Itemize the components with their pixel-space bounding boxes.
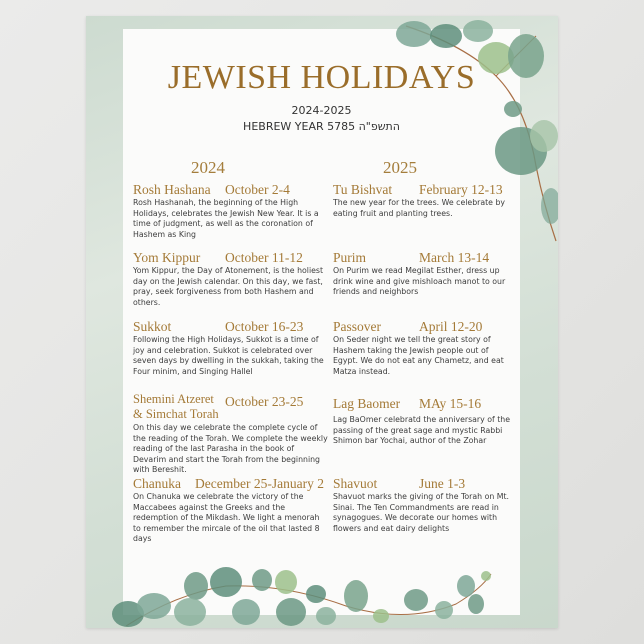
holiday-date: October 23-25: [225, 394, 304, 409]
holiday-entry: [133, 476, 328, 545]
hebrew-year: HEBREW YEAR 5785 התשפ"ה: [243, 120, 400, 133]
holiday-entry: [133, 182, 328, 240]
holiday-name: Passover: [333, 319, 381, 334]
holiday-name: Yom Kippur: [133, 250, 201, 265]
holiday-date: October 16-23: [225, 319, 304, 334]
holiday-date: MAy 15-16: [419, 396, 482, 411]
holiday-name: Rosh Hashana: [133, 182, 211, 197]
holiday-description: Following the High Holidays, Sukkot is a time of joy and celebration. Sukkot is celebrated over seven days by dwelling in the sukkah, taking the Four minim, and Singing Hallel: [133, 335, 324, 376]
holiday-name: Tu Bishvat: [333, 182, 393, 197]
holiday-description: Yom Kippur, the Day of Atonement, is the holiest day on the Jewish calendar. On this day, we fast, pray, seek forgiveness from both Hashem and others.: [133, 266, 324, 307]
holiday-date: October 2-4: [225, 182, 290, 197]
holiday-description: The new year for the trees. We celebrate by eating fruit and planting trees.: [333, 198, 506, 218]
holiday-date: December 25-January 2: [195, 476, 324, 491]
holiday-description: On Purim we read Megilat Esther, dress up drink wine and give mishloach manot to our friends and neighbors: [333, 266, 506, 297]
column-year: 2025: [383, 158, 417, 177]
holiday-date: October 11-12: [225, 250, 303, 265]
holiday-description: On Chanuka we celebrate the victory of the Maccabees against the Greeks and the redemption of the Mikdash. We light a menorah to remember the mircale of the oil that lasted 8 days: [133, 492, 320, 544]
holiday-date: April 12-20: [419, 319, 483, 334]
holiday-name: Lag Baomer: [333, 396, 401, 411]
page-title: JEWISH HOLIDAYS: [167, 59, 476, 96]
holiday-entry: [333, 319, 513, 377]
holiday-date: February 12-13: [419, 182, 503, 197]
holiday-description: On this day we celebrate the complete cycle of the reading of the Torah. We complete the weekly reading of the last Parasha in the book of Devarim and start the Torah from the beginning with Bereshit.: [133, 423, 328, 475]
holiday-entry: [333, 396, 513, 447]
holiday-name: Chanuka: [133, 476, 181, 491]
holiday-entry: [333, 250, 513, 298]
column-year: 2024: [191, 158, 225, 177]
holiday-entry: [333, 476, 513, 534]
holiday-entry: [133, 392, 328, 476]
year-range: 2024-2025: [291, 104, 352, 117]
holiday-description: Shavuot marks the giving of the Torah on Mt. Sinai. The Ten Commandments are read in synagogues. We decorate our homes with flowers and eat dairy delights: [333, 492, 510, 533]
holiday-entry: [133, 319, 328, 377]
holiday-entry: [333, 182, 513, 219]
calendar-inner-panel: [123, 29, 520, 615]
holiday-date: June 1-3: [419, 476, 466, 491]
holiday-description: Lag BaOmer celebratd the anniversary of the passing of the great sage and mystic Rabbi Shimon bar Yochai, author of the Zohar: [333, 415, 510, 446]
holiday-description: Rosh Hashanah, the beginning of the High Holidays, celebrates the Jewish New Year. It is a time of judgment, as well as the coronation of Hashem as King: [133, 198, 319, 239]
holiday-description: On Seder night we tell the great story of Hashem taking the Jewish people out of Egypt. We do not eat any Chametz, and eat Matza instead.: [333, 335, 504, 376]
holiday-name: Shemini Atzeret & Simchat Torah: [133, 392, 219, 421]
holiday-entry: [133, 250, 328, 308]
holiday-name: Sukkot: [133, 319, 172, 334]
holiday-name: Purim: [333, 250, 367, 265]
holiday-date: March 13-14: [419, 250, 490, 265]
holiday-name: Shavuot: [333, 476, 378, 491]
calendar-paper: [86, 16, 558, 628]
